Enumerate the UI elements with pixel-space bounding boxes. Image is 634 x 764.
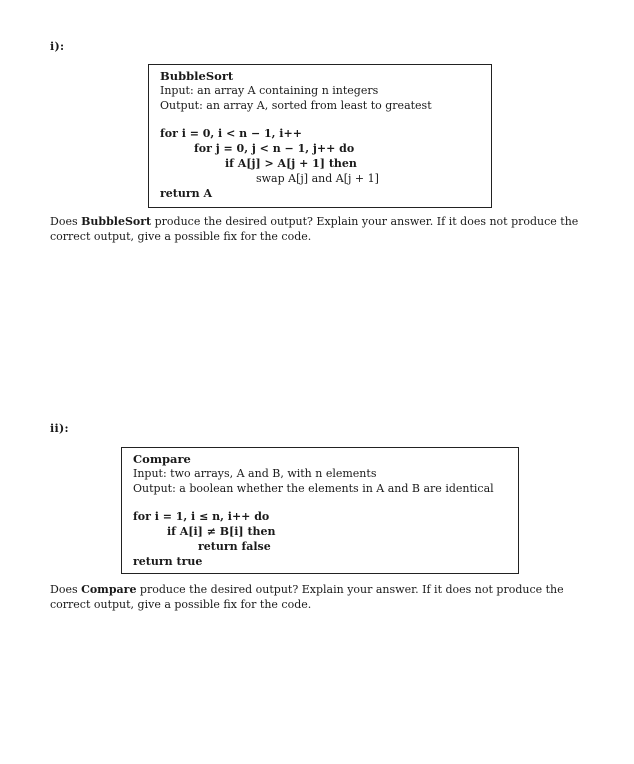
if-condition-line: if A[i] ≠ B[i] then (167, 525, 276, 539)
question-1-algorithm-name: BubbleSort (81, 215, 152, 228)
algorithm-input: Input: two arrays, A and B, with n elements (133, 466, 377, 480)
algorithm-output: Output: a boolean whether the elements in A and B are identical (133, 481, 494, 495)
return-true-line: return true (133, 554, 203, 568)
if-condition-line: if A[j] > A[j + 1] then (225, 156, 357, 170)
question-1 (50, 214, 595, 244)
question-2 (50, 582, 595, 612)
return-line: return A (160, 186, 213, 200)
question-1-pre: Does (50, 215, 82, 228)
question-2-algorithm-name: Compare (81, 583, 137, 596)
question-2-pre: Does (50, 583, 82, 596)
loop-line: for i = 1, i ≤ n, i++ do (133, 510, 270, 524)
outer-loop-line: for i = 0, i < n − 1, i++ (160, 127, 302, 141)
part-ii-label: ii): (50, 422, 69, 435)
return-false-line: return false (198, 539, 271, 553)
bubblesort-algorithm-box (148, 64, 492, 208)
algorithm-input: Input: an array A containing n integers (160, 83, 379, 97)
question-2-post: produce the desired output? Explain your answer. If it does not produce the correct output, give a possible fix for the code. (50, 583, 564, 611)
algorithm-output: Output: an array A, sorted from least to greatest (160, 98, 432, 112)
swap-line: swap A[j] and A[j + 1] (256, 171, 379, 185)
compare-algorithm-box (121, 447, 519, 574)
algorithm-title: BubbleSort (160, 69, 234, 83)
inner-loop-line: for j = 0, j < n − 1, j++ do (194, 142, 355, 156)
question-1-post: produce the desired output? Explain your answer. If it does not produce the correct output, give a possible fix for the code. (50, 215, 579, 243)
part-i-label: i): (50, 40, 65, 53)
algorithm-title: Compare (133, 452, 191, 466)
